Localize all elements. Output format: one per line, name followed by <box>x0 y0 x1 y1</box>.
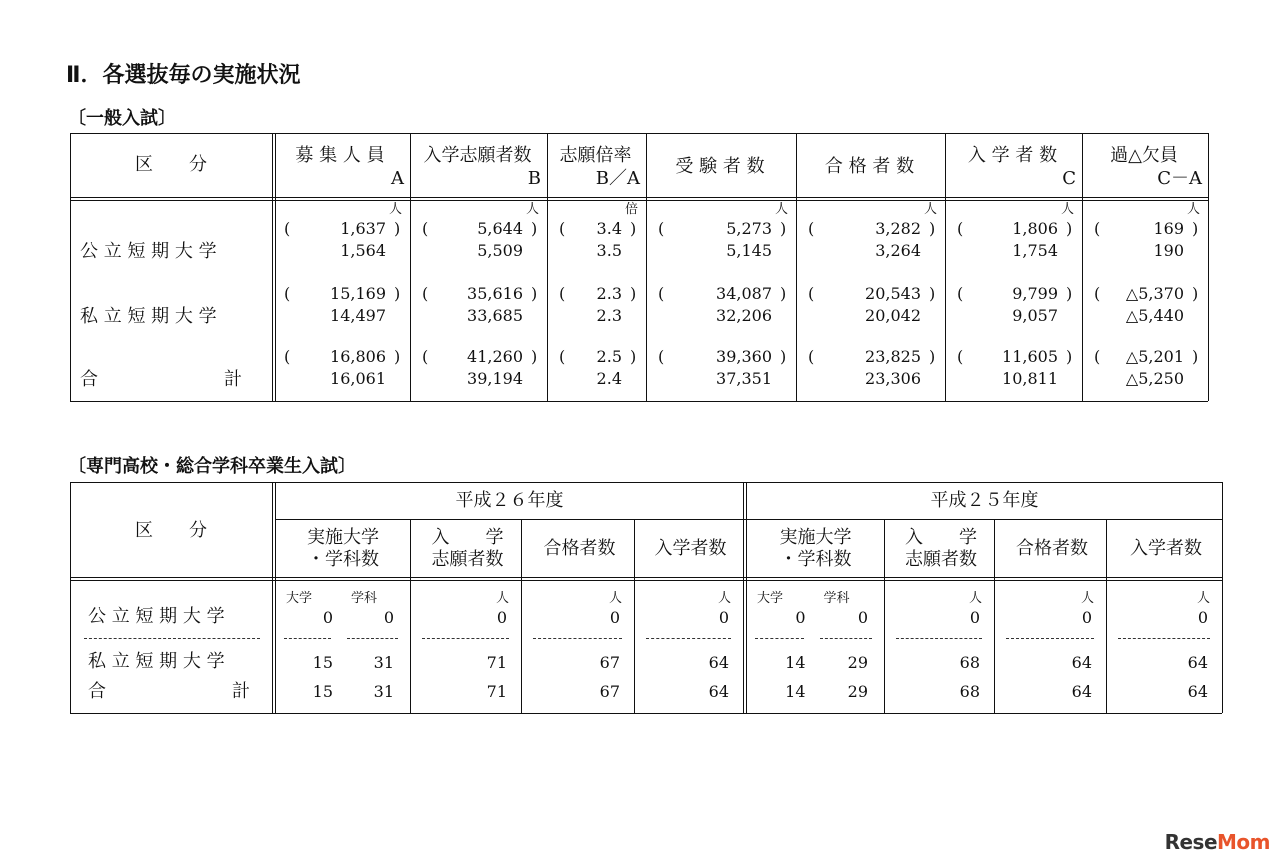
prev-year-value: 39,360 <box>716 347 772 366</box>
current-value: 3.5 <box>596 241 622 260</box>
rule <box>70 133 1208 134</box>
rule <box>70 482 1222 483</box>
rule <box>70 482 71 713</box>
rule <box>521 519 522 713</box>
prev-year-value: 5,644 <box>477 219 523 238</box>
rule <box>634 519 635 713</box>
paren-open: ( <box>284 219 291 238</box>
rule <box>646 133 647 401</box>
paren-close: ) <box>1192 284 1199 303</box>
current-value: △5,440 <box>1125 306 1184 325</box>
paren-open: ( <box>1094 284 1101 303</box>
paren-open: ( <box>658 284 665 303</box>
prev-year-value: 2.3 <box>596 284 622 303</box>
person-count: 67 <box>599 653 620 672</box>
paren-open: ( <box>957 284 964 303</box>
unit-label: 人 <box>1186 202 1200 217</box>
current-value: 20,042 <box>865 306 921 325</box>
prev-year-value: 34,087 <box>716 284 772 303</box>
paren-close: ) <box>630 284 637 303</box>
unit-label: 人 <box>717 591 731 606</box>
prev-year-value: 23,825 <box>865 347 921 366</box>
paren-close: ) <box>531 219 538 238</box>
paren-close: ) <box>1192 219 1199 238</box>
year-header-25: 平成２５年度 <box>930 490 1039 511</box>
paren-open: ( <box>1094 219 1101 238</box>
sub-header: 合格者数 <box>543 538 616 559</box>
current-value: 2.4 <box>596 369 622 388</box>
current-value: 23,306 <box>865 369 921 388</box>
column-header: 過△欠員 <box>1110 145 1178 166</box>
person-count: 68 <box>959 653 980 672</box>
person-count: 64 <box>1071 653 1092 672</box>
univ-count: 15 <box>312 653 333 672</box>
paren-close: ) <box>929 284 936 303</box>
person-count: 0 <box>718 608 729 627</box>
prev-year-value: 3,282 <box>875 219 921 238</box>
column-header-sub: B／A <box>595 168 640 189</box>
paren-open: ( <box>559 284 566 303</box>
unit-label: 人 <box>608 591 622 606</box>
unit-label: 人 <box>923 202 937 217</box>
paren-open: ( <box>658 219 665 238</box>
prev-year-value: 9,799 <box>1012 284 1058 303</box>
dept-count: 29 <box>847 682 868 701</box>
person-count: 71 <box>486 653 507 672</box>
current-value: 16,061 <box>330 369 386 388</box>
unit-label: 人 <box>968 591 982 606</box>
current-value: 37,351 <box>716 369 772 388</box>
column-header: 入 学 者 数 <box>967 145 1058 166</box>
person-count: 67 <box>599 682 620 701</box>
current-value: 5,509 <box>477 241 523 260</box>
paren-open: ( <box>808 347 815 366</box>
prev-year-value: 20,543 <box>865 284 921 303</box>
rule <box>70 577 1222 578</box>
row-label: 私 立 短 期 大 学 <box>80 306 217 327</box>
paren-close: ) <box>929 219 936 238</box>
unit-label: 人 <box>1060 202 1074 217</box>
current-value: 1,754 <box>1012 241 1058 260</box>
paren-open: ( <box>658 347 665 366</box>
paren-close: ) <box>1066 219 1073 238</box>
rule <box>743 482 744 713</box>
prev-year-value: 169 <box>1153 219 1184 238</box>
prev-year-value: 1,806 <box>1012 219 1058 238</box>
dashed-rule <box>646 638 731 639</box>
rule <box>275 519 1222 520</box>
rule <box>994 519 995 713</box>
current-value: 1,564 <box>340 241 386 260</box>
unit-label: 倍 <box>624 202 638 217</box>
column-header-sub: B <box>527 168 541 189</box>
current-value: 9,057 <box>1012 306 1058 325</box>
rule <box>70 580 1222 581</box>
column-header: 区 分 <box>135 520 207 541</box>
rule <box>70 401 1208 402</box>
resemom-logo: ReseMom <box>1164 830 1270 854</box>
paren-open: ( <box>422 219 429 238</box>
row-label: 私 立 短 期 大 学 <box>88 651 225 672</box>
person-count: 0 <box>969 608 980 627</box>
univ-count: 14 <box>785 653 806 672</box>
sub-header: 入 学 <box>905 527 977 548</box>
person-count: 0 <box>1081 608 1092 627</box>
univ-count: 15 <box>312 682 333 701</box>
dept-count: 31 <box>373 682 394 701</box>
sub-header: 実施大学 <box>307 527 379 548</box>
rule <box>70 197 1208 198</box>
current-value: 14,497 <box>330 306 386 325</box>
paren-open: ( <box>559 347 566 366</box>
person-count: 64 <box>1187 653 1208 672</box>
column-header: 受 験 者 数 <box>675 156 765 177</box>
dashed-rule <box>84 638 260 639</box>
rule <box>1082 133 1083 401</box>
current-value: 190 <box>1153 241 1184 260</box>
paren-open: ( <box>957 347 964 366</box>
current-value: 3,264 <box>875 241 921 260</box>
sub-header: 入 学 <box>431 527 504 548</box>
unit-label: 大学 <box>286 591 313 606</box>
row-label: 公 立 短 期 大 学 <box>80 241 217 262</box>
person-count: 64 <box>708 653 729 672</box>
prev-year-value: 16,806 <box>330 347 386 366</box>
univ-count: 14 <box>785 682 806 701</box>
rule <box>272 482 273 713</box>
prev-year-value: 41,260 <box>467 347 523 366</box>
column-header: 入学志願者数 <box>423 145 532 166</box>
prev-year-value: 1,637 <box>340 219 386 238</box>
page-title: Ⅱ．各選抜毎の実施状況 <box>66 63 301 88</box>
paren-open: ( <box>1094 347 1101 366</box>
row-label: 公 立 短 期 大 学 <box>88 606 225 627</box>
rule <box>884 519 885 713</box>
column-header: 区 分 <box>135 154 207 175</box>
rule <box>275 482 276 713</box>
prev-year-value: 35,616 <box>467 284 523 303</box>
rule <box>1222 482 1223 713</box>
person-count: 0 <box>496 608 507 627</box>
paren-close: ) <box>630 219 637 238</box>
paren-open: ( <box>284 284 291 303</box>
paren-close: ) <box>1192 347 1199 366</box>
paren-open: ( <box>808 219 815 238</box>
dashed-rule <box>533 638 622 639</box>
paren-close: ) <box>929 347 936 366</box>
paren-close: ) <box>630 347 637 366</box>
current-value: 10,811 <box>1002 369 1058 388</box>
rule <box>70 713 1222 714</box>
paren-open: ( <box>559 219 566 238</box>
section1-title: 〔一般入試〕 <box>68 108 176 129</box>
unit-label: 人 <box>1080 591 1094 606</box>
prev-year-value: 15,169 <box>330 284 386 303</box>
sub-header: 志願者数 <box>905 549 977 570</box>
rule <box>1208 133 1209 401</box>
paren-close: ) <box>394 219 401 238</box>
sub-header: 志願者数 <box>431 549 504 570</box>
paren-close: ) <box>531 347 538 366</box>
unit-label: 人 <box>495 591 509 606</box>
dept-count: 31 <box>373 653 394 672</box>
rule <box>1106 519 1107 713</box>
univ-count: 0 <box>322 608 333 627</box>
person-count: 68 <box>959 682 980 701</box>
person-count: 0 <box>1197 608 1208 627</box>
paren-close: ) <box>1066 347 1073 366</box>
paren-open: ( <box>808 284 815 303</box>
paren-open: ( <box>422 347 429 366</box>
prev-year-value: 5,273 <box>726 219 772 238</box>
person-count: 71 <box>486 682 507 701</box>
unit-label: 人 <box>774 202 788 217</box>
rule <box>796 133 797 401</box>
paren-open: ( <box>422 284 429 303</box>
unit-label: 人 <box>525 202 539 217</box>
dept-count: 0 <box>857 608 868 627</box>
person-count: 64 <box>1187 682 1208 701</box>
current-value: 33,685 <box>467 306 523 325</box>
current-value: 2.3 <box>596 306 622 325</box>
rule <box>272 133 273 401</box>
dashed-rule <box>347 638 398 639</box>
row-label: 合 計 <box>80 369 242 390</box>
column-header-sub: A <box>391 168 404 189</box>
paren-close: ) <box>1066 284 1073 303</box>
column-header: 募 集 人 員 <box>295 145 385 166</box>
paren-close: ) <box>394 284 401 303</box>
paren-close: ) <box>780 347 787 366</box>
column-header: 合 格 者 数 <box>824 156 915 177</box>
prev-year-value: 2.5 <box>596 347 622 366</box>
paren-close: ) <box>531 284 538 303</box>
prev-year-value: △5,370 <box>1125 284 1184 303</box>
paren-close: ) <box>780 284 787 303</box>
paren-open: ( <box>284 347 291 366</box>
unit-label: 大学 <box>757 591 784 606</box>
sub-header: 実施大学 <box>779 527 852 548</box>
unit-label: 人 <box>388 202 402 217</box>
dashed-rule <box>820 638 873 639</box>
unit-label: 人 <box>1196 591 1210 606</box>
person-count: 0 <box>609 608 620 627</box>
rule <box>746 482 747 713</box>
unit-label: 学科 <box>823 591 850 606</box>
prev-year-value: 3.4 <box>596 219 622 238</box>
year-header-26: 平成２６年度 <box>455 490 564 511</box>
sub-header: ・学科数 <box>779 549 852 570</box>
sub-header: 入学者数 <box>654 538 727 559</box>
dashed-rule <box>1006 638 1094 639</box>
sub-header: 合格者数 <box>1016 538 1088 559</box>
paren-open: ( <box>957 219 964 238</box>
rule <box>945 133 946 401</box>
sub-header: 入学者数 <box>1130 538 1202 559</box>
dashed-rule <box>284 638 331 639</box>
prev-year-value: 11,605 <box>1002 347 1058 366</box>
unit-label: 学科 <box>351 591 378 606</box>
rule <box>70 200 1208 201</box>
rule <box>547 133 548 401</box>
dashed-rule <box>422 638 509 639</box>
rule <box>410 133 411 401</box>
current-value: 39,194 <box>467 369 523 388</box>
dept-count: 0 <box>383 608 394 627</box>
paren-close: ) <box>780 219 787 238</box>
sub-header: ・学科数 <box>307 549 379 570</box>
section2-title: 〔専門高校・総合学科卒業生入試〕 <box>68 456 356 477</box>
dashed-rule <box>1118 638 1210 639</box>
person-count: 64 <box>708 682 729 701</box>
paren-close: ) <box>394 347 401 366</box>
column-header-sub: C－A <box>1157 168 1202 189</box>
dept-count: 29 <box>847 653 868 672</box>
column-header: 志願倍率 <box>559 145 632 166</box>
current-value: 5,145 <box>726 241 772 260</box>
prev-year-value: △5,201 <box>1125 347 1184 366</box>
column-header-sub: C <box>1062 168 1076 189</box>
person-count: 64 <box>1071 682 1092 701</box>
dashed-rule <box>755 638 804 639</box>
current-value: 32,206 <box>716 306 772 325</box>
current-value: △5,250 <box>1125 369 1184 388</box>
rule <box>410 519 411 713</box>
row-label: 合 計 <box>88 681 250 702</box>
dashed-rule <box>896 638 982 639</box>
univ-count: 0 <box>795 608 806 627</box>
